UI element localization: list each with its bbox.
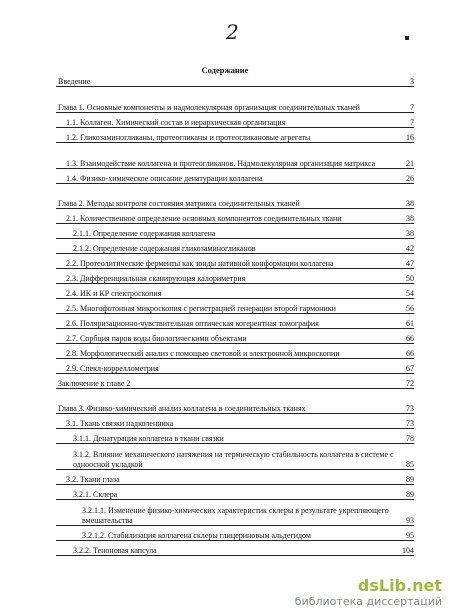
toc-entry-page: 104: [402, 546, 414, 555]
toc-entry: [56, 194, 414, 209]
toc-entry: [56, 485, 414, 500]
toc-entry-page: 38: [406, 214, 414, 223]
toc-entry-page: 73: [406, 419, 414, 428]
toc-entry-title: 1.1. Коллаген. Химический состав и иерархическая организация: [66, 118, 286, 127]
toc-entry: [56, 128, 414, 143]
watermark-logo-main: dsLib: [357, 576, 407, 595]
toc-entry-page: 38: [406, 199, 414, 208]
toc-entry: [56, 359, 414, 374]
toc-entry-title: Заключение к главе 2: [58, 379, 131, 388]
toc-entry: [56, 169, 414, 184]
toc-entry-title: 2.2. Протеолитические ферменты как зонды нативной конформации коллагена: [66, 259, 334, 268]
toc-entry-title: Глава 2. Методы контроля состояния матрикса соединительных тканей: [58, 199, 300, 208]
toc-entry-title: Введение: [58, 77, 91, 86]
toc-entry: [56, 344, 414, 359]
toc-entry-title: 3.2.1.1. Изменение физико-химических характеристик склеры в результате укрепляющего вмешательства: [82, 506, 389, 525]
toc-entry-page: 7: [410, 103, 414, 112]
toc-entry-page: 93: [406, 516, 414, 525]
toc-entry: [56, 72, 414, 87]
toc-entry-rule: [56, 388, 414, 389]
toc-entry-page: 85: [406, 460, 414, 469]
toc-entry-title: 2.5. Многофотонная микроскопия с регистрацией генерации второй гармоники: [66, 304, 336, 313]
toc-entry: [56, 374, 414, 389]
toc-entry: [56, 299, 414, 314]
toc-entry-title: 3.2. Ткани глаза: [66, 475, 120, 484]
toc-entry-title: 1.2. Гликозаминогликаны, протеогликаны и протеогликановые агрегаты: [66, 133, 311, 142]
toc-title: Содержание: [201, 65, 249, 75]
toc-entry-rule: [56, 183, 414, 184]
toc-entry-title: 3.1. Ткань связки надколенника: [66, 419, 174, 428]
toc-entry-title: 2.1.1. Определение содержания коллагена: [73, 229, 216, 238]
toc-entry-title: 1.4. Физико-химическое описание денатурации коллагена: [66, 174, 263, 183]
toc-entry-title: 2.3. Дифференциальная сканирующая калориметрия: [66, 274, 246, 283]
toc-entry-page: 47: [406, 259, 414, 268]
toc-entry-page: 16: [406, 133, 414, 142]
toc-entry-title: 2.1.2. Определение содержания гликозаминогликанов: [73, 244, 256, 253]
toc-entry-page: 7: [410, 118, 414, 127]
toc-entry-title: Глава 1. Основные компоненты и надмолекулярная организация соединительных тканей: [58, 103, 360, 112]
toc-entry-title: 2.8. Морфологический анализ с помощью световой и электронной микроскопии: [66, 349, 340, 358]
toc-entry-title: 3.1.2. Влияние механического натяжения на термическую стабильность коллагена в системе с одноосной укладкой: [73, 450, 394, 469]
toc-entry: [56, 269, 414, 284]
toc-entry-title: 2.1. Количественное определение основных компонентов соединительных ткани: [66, 214, 342, 223]
toc-entry-title: 3.2.2. Теноновая капсула: [73, 546, 157, 555]
toc-entry-page: 56: [406, 304, 414, 313]
toc-entry-title: 2.9. Спекл-корреллометрия: [66, 364, 159, 373]
watermark: [295, 576, 442, 608]
toc-entry: [56, 541, 414, 556]
toc-entry: [56, 429, 414, 444]
toc-entry-title: 3.2.1.2. Стабилизация коллагена склеры глицериновым альдегидом: [82, 531, 311, 540]
toc-entry-page: 67: [406, 364, 414, 373]
toc-entry: [56, 209, 414, 224]
toc-entry: [56, 113, 414, 128]
watermark-tagline: библиотека диссертаций: [294, 595, 442, 608]
toc-entry-title: 1.3. Взаимодействие коллагена и протеогликанов. Надмолекулярная организация матрикса: [66, 159, 376, 168]
toc-entry-page: 66: [406, 334, 414, 343]
toc-entry: [56, 526, 414, 541]
toc-entry-title: 2.6. Поляризационно-чувствительная оптическая когерентная томография: [66, 319, 319, 328]
toc-entry-page: 66: [406, 349, 414, 358]
toc-entry: [56, 239, 414, 254]
toc-entry: [56, 470, 414, 485]
toc-entry-page: 89: [406, 475, 414, 484]
toc-entry-page: 61: [406, 319, 414, 328]
toc-entry-title: 3.2.1. Склера: [73, 490, 118, 499]
toc-entry-page: 89: [406, 490, 414, 499]
toc-entry-title: Глава 3. Физико-химический анализ коллагена в соединительных тканях: [58, 404, 306, 413]
toc-entry-page: 95: [406, 531, 414, 540]
toc-entry: [56, 444, 414, 470]
toc-section-gap: [56, 184, 414, 194]
toc-entry-page: 54: [406, 289, 414, 298]
toc-entry-page: 72: [406, 379, 414, 388]
toc-entry-page: 73: [406, 404, 414, 413]
toc-entry-page: 3: [410, 77, 414, 86]
toc-entry: [56, 284, 414, 299]
table-of-contents: [56, 72, 414, 556]
toc-entry: [56, 314, 414, 329]
toc-entry-page: 78: [406, 434, 414, 443]
toc-entry: [56, 254, 414, 269]
toc-entry-rule: [56, 555, 414, 556]
toc-entry-page: 26: [406, 174, 414, 183]
toc-entry: [56, 399, 414, 414]
toc-entry-title: 2.7. Сорбция паров воды биологическими объектами: [66, 334, 247, 343]
handwritten-page-number: 2: [226, 20, 239, 44]
toc-entry-page: 38: [406, 229, 414, 238]
toc-entry: [56, 87, 414, 113]
scan-speck: [405, 36, 409, 40]
toc-entry-title: 2.4. ИК и КР спектроскопия: [66, 289, 162, 298]
watermark-logo: [295, 576, 442, 595]
toc-entry: [56, 500, 414, 526]
toc-entry-page: 21: [406, 159, 414, 168]
toc-entry: [56, 224, 414, 239]
toc-section-gap: [56, 389, 414, 399]
toc-entry-title: 3.1.1. Денатурация коллагена в ткани связки: [73, 434, 224, 443]
watermark-logo-tld: .net: [406, 576, 442, 595]
toc-entry-page: 42: [406, 244, 414, 253]
toc-entry: [56, 414, 414, 429]
toc-entry: [56, 329, 414, 344]
toc-entry: [56, 143, 414, 169]
toc-entry-page: 50: [406, 274, 414, 283]
